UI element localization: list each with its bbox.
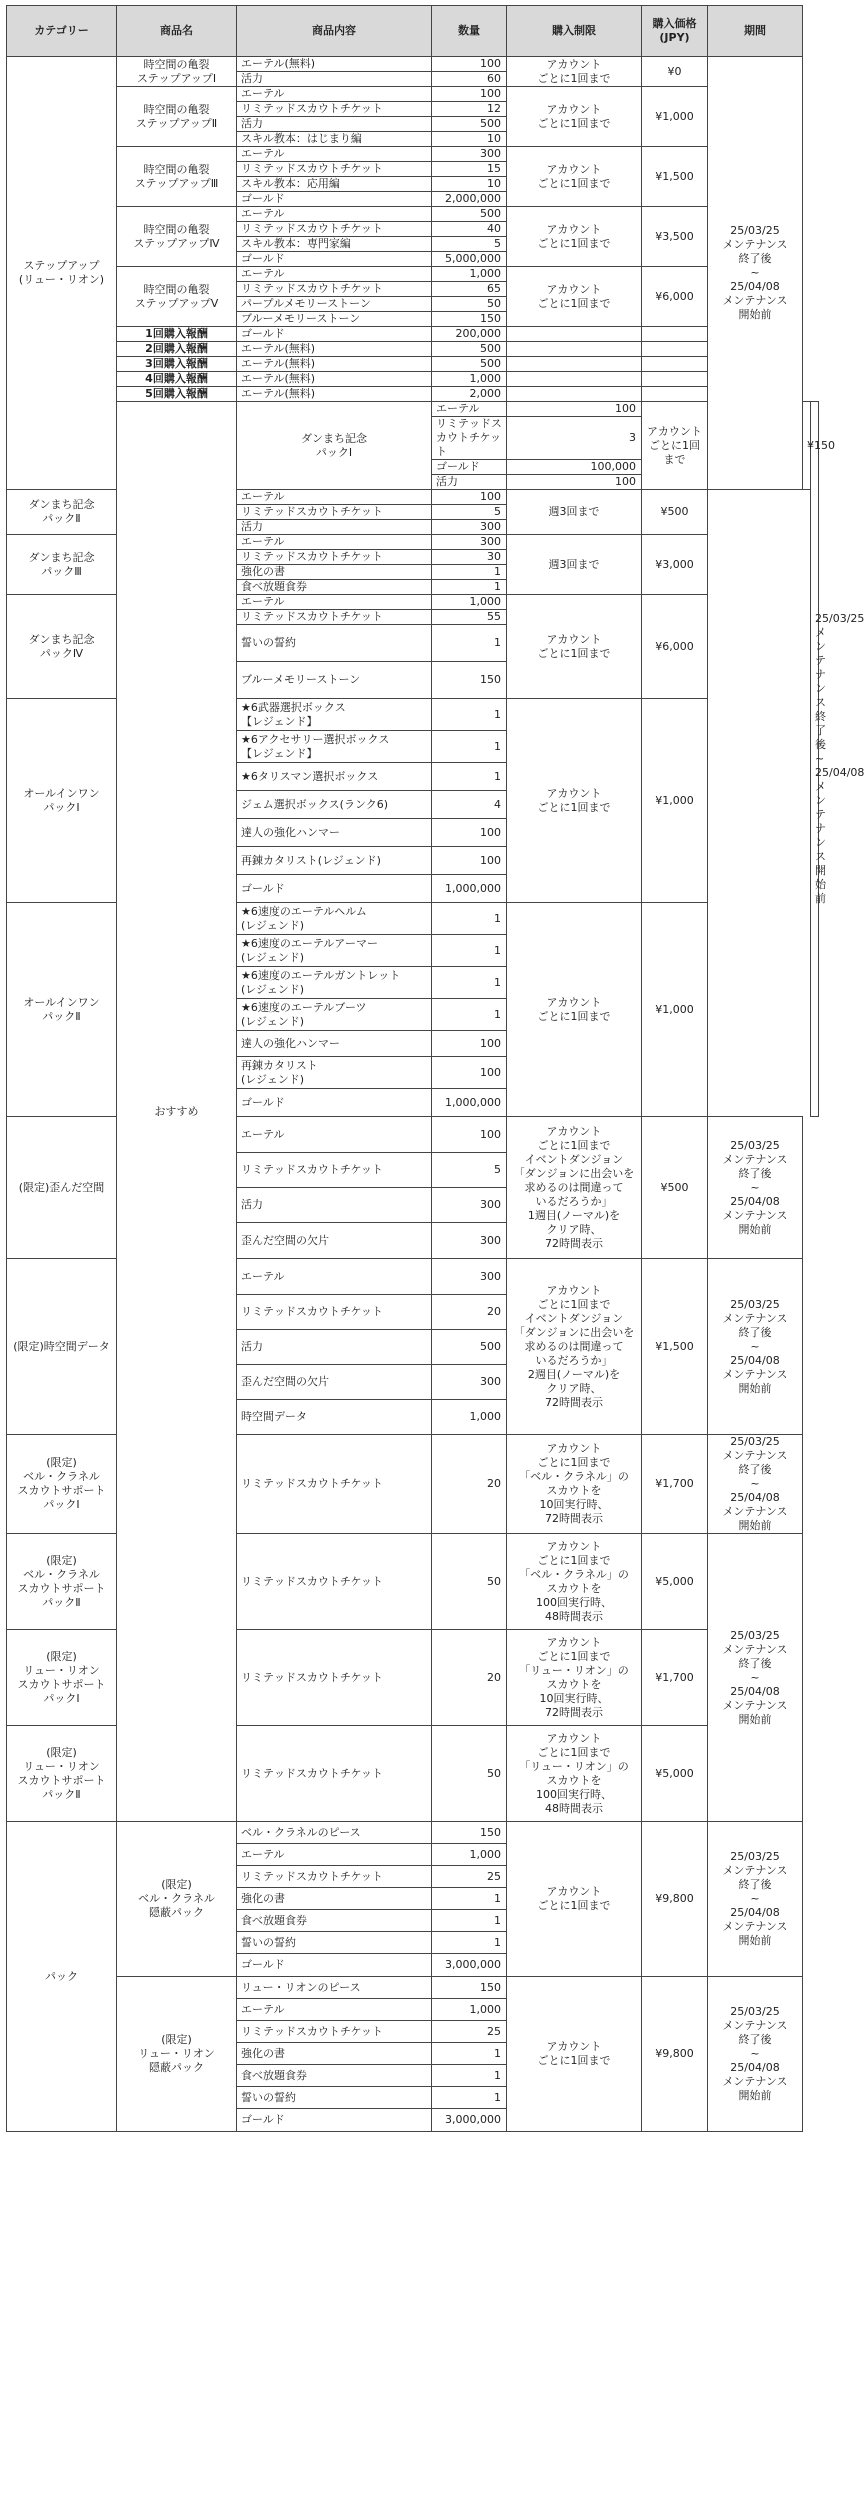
table-body [7,57,864,2132]
item-content: エーテル(無料) [237,357,432,372]
item-quantity: 12 [432,102,507,117]
period: 25/03/25 メンテナンス 終了後 ~ 25/04/08 メンテナンス 開始前 [708,1534,803,1822]
reward-name: 3回購入報酬 [117,357,237,372]
purchase-limit: アカウント ごとに1回まで [507,1977,642,2132]
item-content: ★6速度のエーテルアーマー (レジェンド) [237,935,432,967]
item-quantity: 2,000,000 [432,192,507,207]
item-quantity: 1 [432,2043,507,2065]
price: ¥9,800 [642,1822,708,1977]
item-content: 誓いの誓約 [237,625,432,662]
header-price: 購入価格 (JPY) [642,6,708,57]
reward-name: 1回購入報酬 [117,327,237,342]
item-quantity: 500 [432,342,507,357]
header-row [7,6,819,57]
product-name: ダンまち記念 パックⅠ [237,402,432,490]
item-quantity: 20 [432,1630,507,1726]
item-quantity: 50 [432,1534,507,1630]
item-quantity: 150 [432,1822,507,1844]
purchase-limit: アカウント ごとに1回まで [642,402,708,490]
item-quantity: 1,000 [432,1844,507,1866]
item-content: エーテル [237,207,432,222]
item-quantity: 5 [432,1153,507,1188]
item-quantity: 1,000 [432,595,507,610]
item-content: エーテル(無料) [237,372,432,387]
item-content: リミテッドスカウトチケット [237,610,432,625]
item-content: 食べ放題食券 [237,580,432,595]
empty-cell [507,327,642,342]
item-quantity: 1 [432,565,507,580]
item-quantity: 1 [432,967,507,999]
item-content: ★6タリスマン選択ボックス [237,763,432,791]
product-name: オールインワン パックⅠ [7,699,117,903]
item-content: エーテル [237,1844,432,1866]
item-content: 活力 [237,117,432,132]
item-content: エーテル(無料) [237,387,432,402]
item-quantity: 300 [432,1188,507,1223]
table-row [7,57,819,72]
item-quantity: 100 [432,847,507,875]
table-row [7,402,819,417]
purchase-limit: アカウント ごとに1回まで 「ベル・クラネル」の スカウトを 10回実行時、 72時間表示 [507,1435,642,1534]
item-quantity: 60 [432,72,507,87]
purchase-limit: アカウント ごとに1回まで 「リュー・リオン」の スカウトを 10回実行時、 72時間表示 [507,1630,642,1726]
item-quantity: 300 [432,520,507,535]
item-quantity: 1 [432,903,507,935]
item-quantity: 1,000,000 [432,875,507,903]
item-quantity: 25 [432,1866,507,1888]
category-osusume: おすすめ [117,402,237,1822]
item-quantity: 1,000 [432,372,507,387]
item-content: 誓いの誓約 [237,2087,432,2109]
item-quantity: 1,000 [432,1400,507,1435]
reward-name: 2回購入報酬 [117,342,237,357]
item-quantity: 65 [432,282,507,297]
product-name: オールインワン パックⅡ [7,903,117,1117]
item-quantity: 150 [432,312,507,327]
item-content: ★6アクセサリー選択ボックス 【レジェンド】 [237,731,432,763]
item-content: エーテル [237,1259,432,1295]
period: 25/03/25 メンテナンス 終了後 ~ 25/04/08 メンテナンス 開始前 [708,1435,803,1534]
item-content: パープルメモリーストーン [237,297,432,312]
product-name: 時空間の亀裂 ステップアップⅠ [117,57,237,87]
price: ¥1,000 [642,87,708,147]
price: ¥3,000 [642,535,708,595]
product-name: (限定) リュー・リオン 隠蔽パック [117,1977,237,2132]
item-content: エーテル(無料) [237,57,432,72]
item-quantity: 100 [432,87,507,102]
empty-cell [642,342,708,357]
item-content: 強化の書 [237,565,432,580]
purchase-limit: アカウント ごとに1回まで 「リュー・リオン」の スカウトを 100回実行時、 48時間表示 [507,1726,642,1822]
item-content: リミテッドスカウトチケット [237,505,432,520]
product-name: (限定) リュー・リオン スカウトサポート パックⅠ [7,1630,117,1726]
item-content: リュー・リオンのピース [237,1977,432,1999]
purchase-limit: アカウント ごとに1回まで [507,87,642,147]
item-quantity: 300 [432,147,507,162]
item-content: リミテッドスカウトチケット [237,162,432,177]
item-quantity: 1,000,000 [432,1089,507,1117]
period: 25/03/25 メンテナンス 終了後 ~ 25/04/08 メンテナンス 開始前 [708,1977,803,2132]
product-name: (限定) ベル・クラネル スカウトサポート パックⅡ [7,1534,117,1630]
item-content: リミテッドスカウトチケット [237,1534,432,1630]
table-row [7,87,819,102]
item-content: 強化の書 [237,1888,432,1910]
item-content: リミテッドスカウトチケット [237,1435,432,1534]
price: ¥1,700 [642,1630,708,1726]
product-name: 時空間の亀裂 ステップアップⅤ [117,267,237,327]
header-product-name: 商品名 [117,6,237,57]
item-content: ゴールド [237,327,432,342]
item-content: リミテッドスカウトチケット [237,550,432,565]
table-row [7,147,819,162]
product-name: 時空間の亀裂 ステップアップⅡ [117,87,237,147]
item-quantity: 1,000 [432,1999,507,2021]
item-content: ★6速度のエーテルヘルム (レジェンド) [237,903,432,935]
product-name: ダンまち記念 パックⅡ [7,490,117,535]
item-content: エーテル [432,402,507,417]
price: ¥1,000 [642,699,708,903]
empty-cell [507,357,642,372]
item-quantity: 100 [507,475,642,490]
item-content: 歪んだ空間の欠片 [237,1365,432,1400]
table-row [7,267,819,282]
item-content: ゴールド [237,252,432,267]
item-content: リミテッドスカウトチケット [237,282,432,297]
price: ¥1,500 [642,147,708,207]
item-quantity: 500 [432,357,507,372]
item-quantity: 150 [432,1977,507,1999]
item-quantity: 200,000 [432,327,507,342]
item-content: ゴールド [237,2109,432,2132]
item-quantity: 1,000 [432,267,507,282]
item-quantity: 500 [432,1330,507,1365]
item-quantity: 3,000,000 [432,2109,507,2132]
item-content: リミテッドスカウトチケット [432,417,507,460]
item-quantity: 100 [507,402,642,417]
item-content: リミテッドスカウトチケット [237,1630,432,1726]
empty-cell [507,342,642,357]
product-table [6,5,864,2132]
empty-cell [642,327,708,342]
price: ¥5,000 [642,1726,708,1822]
price: ¥1,500 [642,1259,708,1435]
price: ¥0 [642,57,708,87]
period: 25/03/25 メンテナンス 終了後 ~ 25/04/08 メンテナンス 開始前 [708,1117,803,1259]
item-content: 食べ放題食券 [237,2065,432,2087]
item-content: 達人の強化ハンマー [237,819,432,847]
product-name: (限定)歪んだ空間 [7,1117,117,1259]
item-quantity: 1 [432,731,507,763]
price: ¥500 [642,490,708,535]
item-quantity: 1 [432,1910,507,1932]
product-name: (限定)時空間データ [7,1259,117,1435]
purchase-limit: アカウント ごとに1回まで [507,699,642,903]
item-content: 活力 [237,72,432,87]
item-content: エーテル(無料) [237,342,432,357]
item-content: 強化の書 [237,2043,432,2065]
item-quantity: 1 [432,763,507,791]
item-quantity: 3,000,000 [432,1954,507,1977]
table-row [7,207,819,222]
table-row [7,357,819,372]
purchase-limit: 週3回まで [507,490,642,535]
product-name: (限定) ベル・クラネル 隠蔽パック [117,1822,237,1977]
item-content: ★6武器選択ボックス 【レジェンド】 [237,699,432,731]
price: ¥3,500 [642,207,708,267]
item-quantity: 10 [432,132,507,147]
item-content: エーテル [237,535,432,550]
item-quantity: 1 [432,625,507,662]
item-content: エーテル [237,1999,432,2021]
purchase-limit: アカウント ごとに1回まで [507,57,642,87]
header-purchase-limit: 購入制限 [507,6,642,57]
table-row [7,342,819,357]
price: ¥9,800 [642,1977,708,2132]
period: 25/03/25 メンテナンス 終了後 ~ 25/04/08 メンテナンス 開始前 [708,57,803,490]
item-content: エーテル [237,267,432,282]
item-content: エーテル [237,147,432,162]
header-quantity: 数量 [432,6,507,57]
item-quantity: 300 [432,1259,507,1295]
item-quantity: 55 [432,610,507,625]
item-quantity: 500 [432,207,507,222]
item-quantity: 40 [432,222,507,237]
item-content: ゴールド [237,1089,432,1117]
item-content: ジェム選択ボックス(ランク6) [237,791,432,819]
item-content: ブルーメモリーストーン [237,312,432,327]
item-content: 再錬カタリスト (レジェンド) [237,1057,432,1089]
item-quantity: 20 [432,1435,507,1534]
item-quantity: 4 [432,791,507,819]
item-content: リミテッドスカウトチケット [237,102,432,117]
item-content: 達人の強化ハンマー [237,1031,432,1057]
purchase-limit: アカウント ごとに1回まで [507,267,642,327]
item-content: リミテッドスカウトチケット [237,1153,432,1188]
price: ¥6,000 [642,595,708,699]
header-period: 期間 [708,6,803,57]
item-content: 時空間データ [237,1400,432,1435]
purchase-limit: アカウント ごとに1回まで [507,1822,642,1977]
item-content: スキル教本：専門家編 [237,237,432,252]
item-quantity: 500 [432,117,507,132]
price: ¥500 [642,1117,708,1259]
purchase-limit: アカウント ごとに1回まで [507,207,642,267]
header-contents: 商品内容 [237,6,432,57]
item-content: 活力 [237,1330,432,1365]
item-quantity: 150 [432,662,507,699]
item-quantity: 300 [432,1365,507,1400]
price: ¥1,000 [642,903,708,1117]
purchase-limit: アカウント ごとに1回まで [507,147,642,207]
price: ¥150 [803,402,811,490]
empty-cell [642,372,708,387]
empty-cell [507,372,642,387]
item-quantity: 5 [432,237,507,252]
item-quantity: 5 [432,505,507,520]
item-content: ベル・クラネルのピース [237,1822,432,1844]
item-quantity: 100,000 [507,460,642,475]
empty-cell [642,357,708,372]
product-name: ダンまち記念 パックⅣ [7,595,117,699]
item-content: ブルーメモリーストーン [237,662,432,699]
item-content: ゴールド [237,875,432,903]
item-quantity: 1 [432,699,507,731]
category-stepup: ステップアップ (リュー・リオン) [7,57,117,490]
item-quantity: 1 [432,999,507,1031]
table-row [7,372,819,387]
item-quantity: 100 [432,1057,507,1089]
item-quantity: 50 [432,297,507,312]
table-row [7,327,819,342]
item-quantity: 100 [432,490,507,505]
item-content: リミテッドスカウトチケット [237,1726,432,1822]
item-quantity: 50 [432,1726,507,1822]
item-quantity: 10 [432,177,507,192]
item-content: リミテッドスカウトチケット [237,1295,432,1330]
item-quantity: 30 [432,550,507,565]
item-content: ゴールド [237,192,432,207]
purchase-limit: 週3回まで [507,535,642,595]
period: 25/03/25 メンテナンス 終了後 ~ 25/04/08 メンテナンス 開始前 [811,402,819,1117]
product-name: (限定) リュー・リオン スカウトサポート パックⅡ [7,1726,117,1822]
purchase-limit: アカウント ごとに1回まで [507,903,642,1117]
item-quantity: 1 [432,2065,507,2087]
item-content: 再錬カタリスト(レジェンド) [237,847,432,875]
item-quantity: 1 [432,2087,507,2109]
item-quantity: 2,000 [432,387,507,402]
item-content: エーテル [237,490,432,505]
item-quantity: 100 [432,1031,507,1057]
item-quantity: 100 [432,819,507,847]
item-quantity: 1 [432,1932,507,1954]
item-quantity: 100 [432,1117,507,1153]
item-content: エーテル [237,595,432,610]
item-content: エーテル [237,1117,432,1153]
item-content: リミテッドスカウトチケット [237,1866,432,1888]
period: 25/03/25 メンテナンス 終了後 ~ 25/04/08 メンテナンス 開始前 [708,1822,803,1977]
item-content: 食べ放題食券 [237,1910,432,1932]
period: 25/03/25 メンテナンス 終了後 ~ 25/04/08 メンテナンス 開始前 [708,1259,803,1435]
table-row [7,1977,819,1999]
item-content: 誓いの誓約 [237,1932,432,1954]
product-name: ダンまち記念 パックⅢ [7,535,117,595]
purchase-limit: アカウント ごとに1回まで イベントダンジョン 「ダンジョンに出会いを 求めるのは間違って いるだろうか」 1週目(ノーマル)を クリア時、 72時間表示 [507,1117,642,1259]
item-content: スキル教本：はじまり編 [237,132,432,147]
product-name: 時空間の亀裂 ステップアップⅣ [117,207,237,267]
empty-cell [642,387,708,402]
price: ¥5,000 [642,1534,708,1630]
item-quantity: 20 [432,1295,507,1330]
reward-name: 5回購入報酬 [117,387,237,402]
item-content: ゴールド [432,460,507,475]
purchase-limit: アカウント ごとに1回まで イベントダンジョン 「ダンジョンに出会いを 求めるのは間違って いるだろうか」 2週目(ノーマル)を クリア時、 72時間表示 [507,1259,642,1435]
item-content: 歪んだ空間の欠片 [237,1223,432,1259]
item-content: 活力 [237,520,432,535]
item-quantity: 25 [432,2021,507,2043]
item-content: スキル教本：応用編 [237,177,432,192]
item-content: リミテッドスカウトチケット [237,2021,432,2043]
item-quantity: 300 [432,1223,507,1259]
item-quantity: 100 [432,57,507,72]
table-row [7,1822,819,1844]
product-name: (限定) ベル・クラネル スカウトサポート パックⅠ [7,1435,117,1534]
item-content: 活力 [432,475,507,490]
purchase-limit: アカウント ごとに1回まで [507,595,642,699]
item-content: 活力 [237,1188,432,1223]
price: ¥1,700 [642,1435,708,1534]
empty-cell [507,387,642,402]
reward-name: 4回購入報酬 [117,372,237,387]
category-pack: パック [7,1822,117,2132]
item-content: エーテル [237,87,432,102]
item-quantity: 5,000,000 [432,252,507,267]
product-name: 時空間の亀裂 ステップアップⅢ [117,147,237,207]
header-category: カテゴリー [7,6,117,57]
price: ¥6,000 [642,267,708,327]
item-content: ★6速度のエーテルガントレット (レジェンド) [237,967,432,999]
item-content: ★6速度のエーテルブーツ (レジェンド) [237,999,432,1031]
item-quantity: 15 [432,162,507,177]
item-quantity: 3 [507,417,642,460]
table-row [7,387,819,402]
item-quantity: 1 [432,1888,507,1910]
item-quantity: 300 [432,535,507,550]
purchase-limit: アカウント ごとに1回まで 「ベル・クラネル」の スカウトを 100回実行時、 48時間表示 [507,1534,642,1630]
item-quantity: 1 [432,935,507,967]
item-content: リミテッドスカウトチケット [237,222,432,237]
item-content: ゴールド [237,1954,432,1977]
item-quantity: 1 [432,580,507,595]
